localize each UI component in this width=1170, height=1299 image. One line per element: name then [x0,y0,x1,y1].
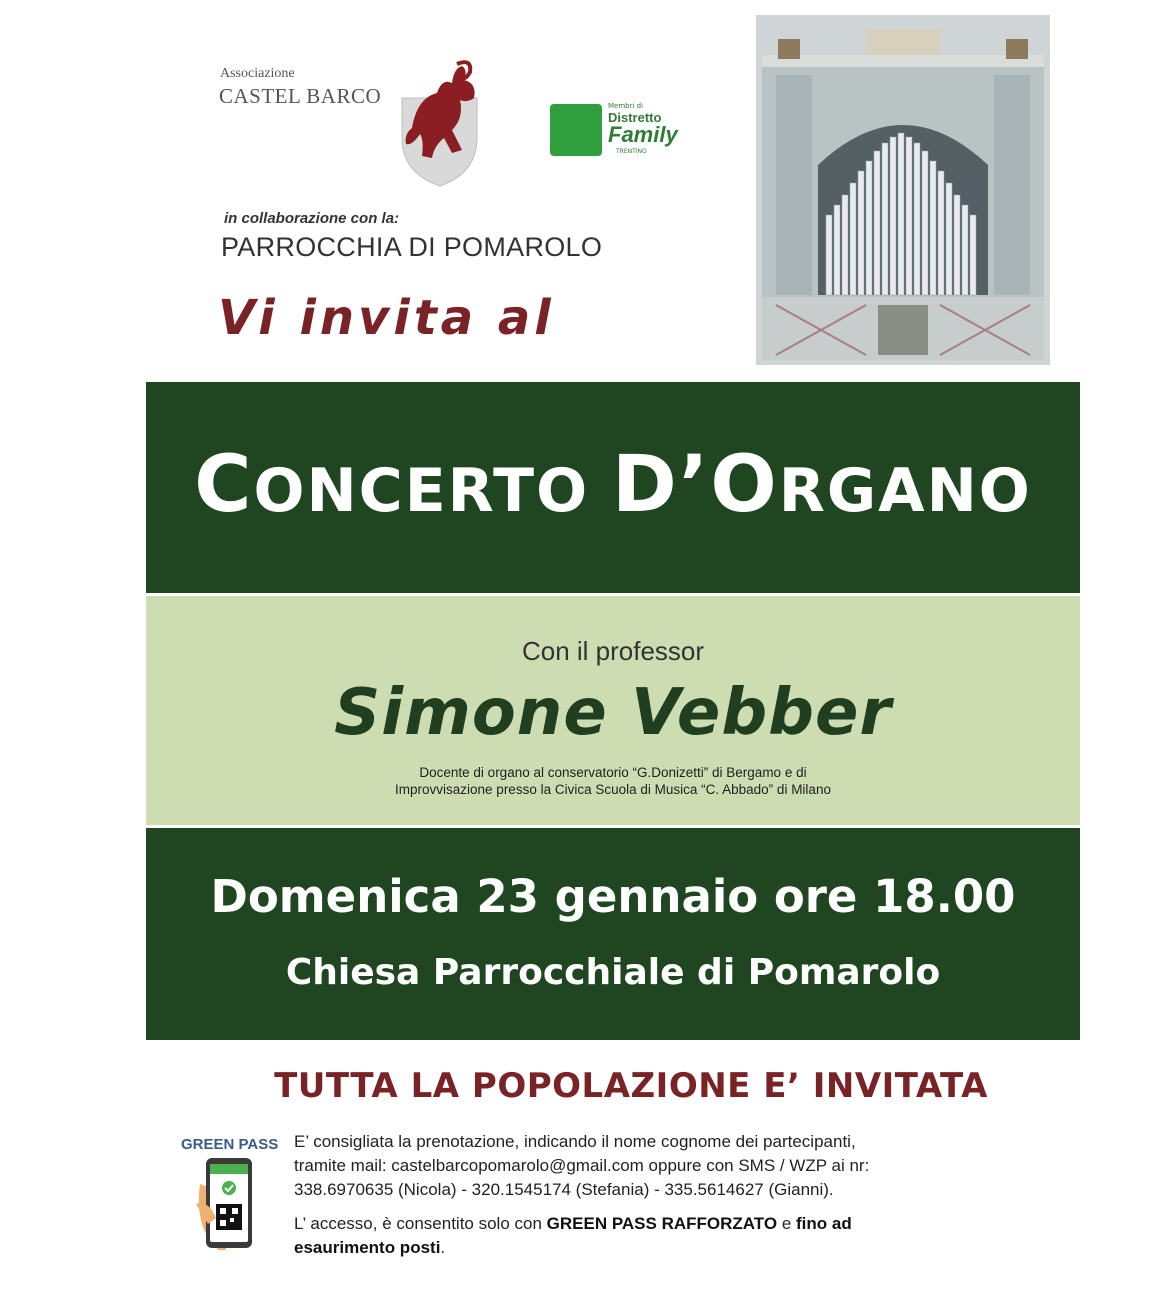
collaboration-label: in collaborazione con la: [224,210,400,227]
access-until: fino ad [796,1214,852,1233]
title-d-big: D’O [612,440,779,530]
performer-bio [146,764,1080,798]
reservation-info [294,1130,1054,1260]
distretto-family-logo [550,102,680,164]
access-text-a: L’ accesso, è consentito solo con [294,1214,547,1233]
green-pass-phone-icon [196,1154,260,1254]
access-period: . [440,1238,446,1257]
performer-bio-line1: Docente di organo al conservatorio “G.Donizetti” di Bergamo e di [419,765,807,780]
access-note [294,1212,1054,1236]
organ-photo [756,15,1050,365]
invite-all-heading: TUTTA LA POPOLAZIONE E’ INVITATA [274,1066,988,1106]
castel-barco-crest-logo [382,58,494,188]
family-logo-line3: TRENTINO [616,148,647,155]
family-logo-tagline: Membri di [608,102,644,110]
association-label: Associazione [220,66,295,81]
concert-title [146,440,1080,530]
performer-name: Simone Vebber [334,676,892,750]
invite-heading: Vi invita al [218,290,555,346]
event-date: Domenica 23 gennaio ore 18.00 [210,870,1016,923]
parish-name: PARROCCHIA DI POMAROLO [221,232,603,262]
access-text-c: e [777,1214,797,1233]
family-logo-line2: Family [608,122,678,147]
event-band [146,828,1080,1040]
family-logo-line1: Distretto [608,110,662,125]
access-green-pass: GREEN PASS RAFFORZATO [546,1214,778,1233]
title-c-rest: ONCERTO [253,456,613,526]
green-pass-label: GREEN PASS [181,1136,279,1153]
access-note-line2 [294,1236,1054,1260]
event-place: Chiesa Parrocchiale di Pomarolo [285,952,941,993]
title-d-rest: RGANO [778,456,1032,526]
info-line3: 338.6970635 (Nicola) - 320.1545174 (Stefania) - 335.5614627 (Gianni). [294,1180,834,1199]
access-exhaustion: esaurimento posti [294,1238,441,1257]
info-line2: tramite mail: castelbarcopomarolo@gmail.com oppure con SMS / WZP ai nr: [294,1156,870,1175]
performer-intro: Con il professor [521,636,705,666]
family-logo-icon [550,104,602,156]
title-c-big: C [194,440,254,530]
association-name: CASTEL BARCO [219,84,382,108]
performer-bio-line2: Improvvisazione presso la Civica Scuola di Musica “C. Abbado” di Milano [395,782,831,797]
info-line1: E’ consigliata la prenotazione, indicando il nome cognome dei partecipanti, [294,1132,856,1151]
